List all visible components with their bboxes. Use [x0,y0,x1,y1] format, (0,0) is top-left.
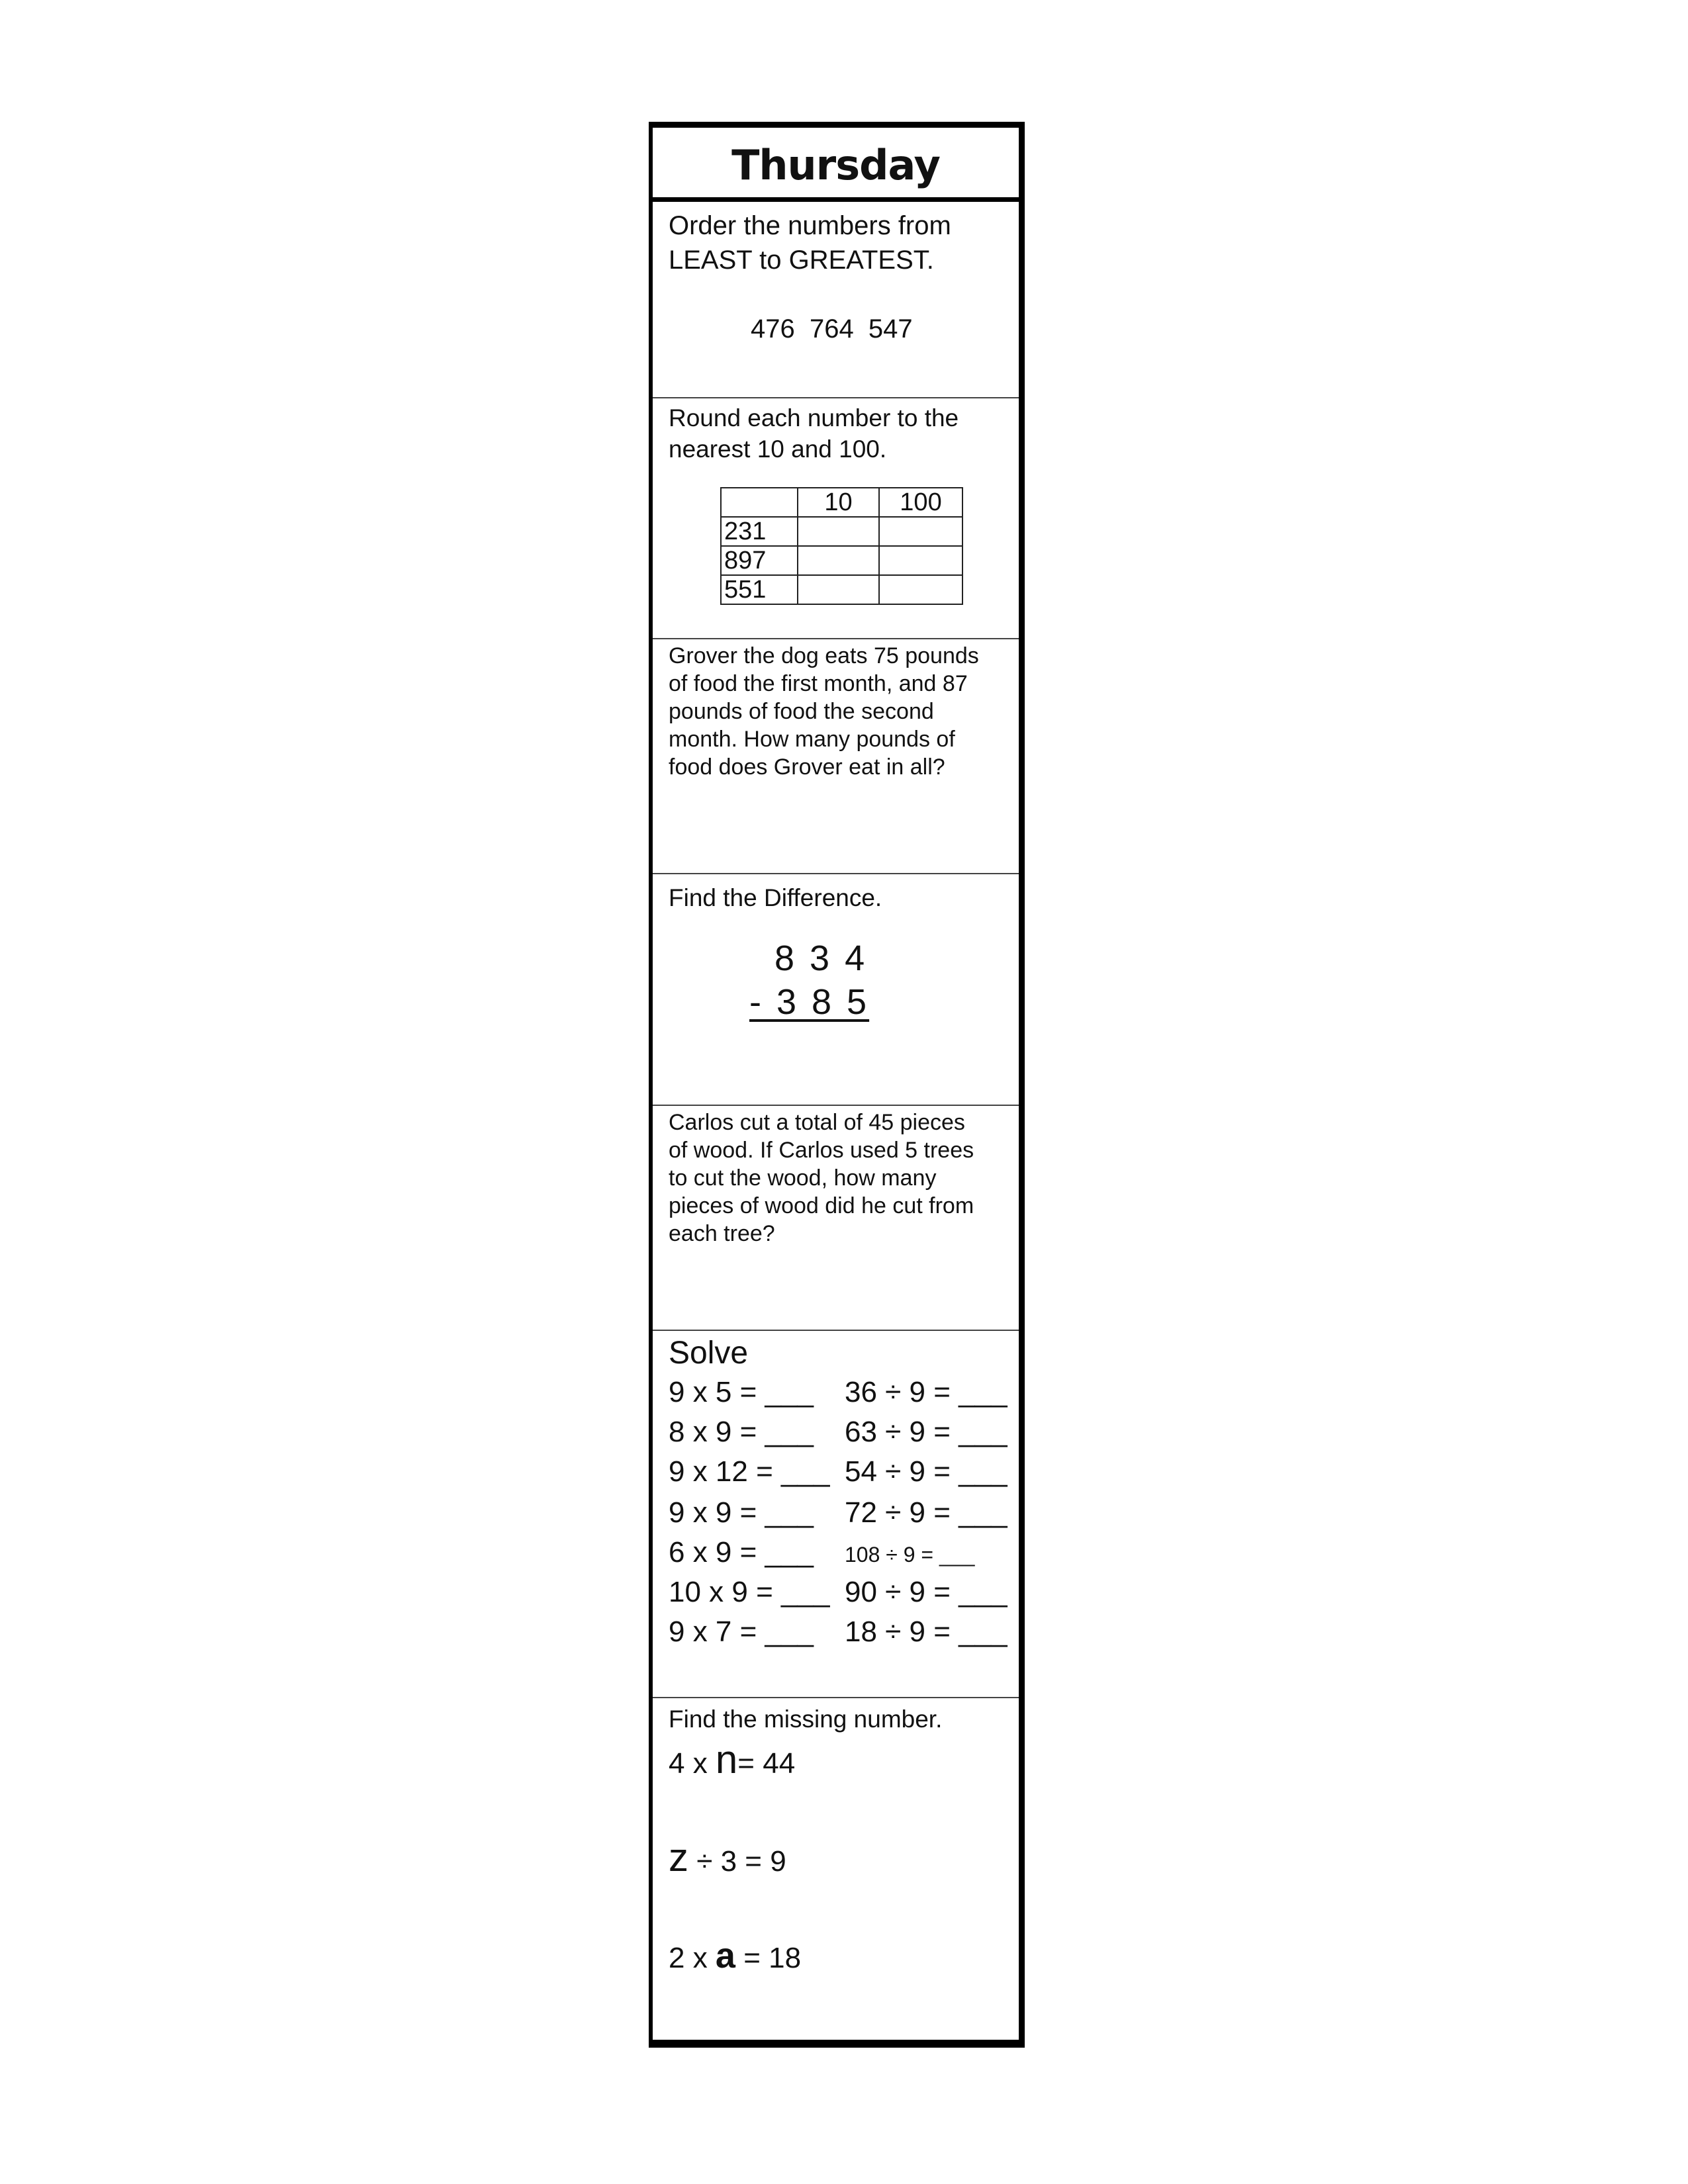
division-fact: 63 ÷ 9 = ___ [845,1416,1008,1448]
order-numbers-section [653,202,1019,398]
solve-heading: Solve [669,1336,749,1371]
order-prompt-line1: Order the numbers from [669,211,951,240]
word-problem-carlos [653,1106,1019,1331]
grover-line: Grover the dog eats 75 pounds [669,643,979,668]
table-row [721,517,962,546]
solve-section [653,1331,1019,1698]
table-row [721,546,962,575]
minuend: 8 3 4 [774,938,868,978]
equation-text: 4 x [669,1747,716,1780]
answer-cell[interactable] [798,546,879,575]
equation-text: 2 x [669,1942,716,1974]
multiplication-fact: 9 x 9 = ___ [669,1496,814,1529]
order-prompt-line2: LEAST to GREATEST. [669,246,934,275]
answer-cell[interactable] [879,546,962,575]
equation-text: ÷ 3 = 9 [688,1845,786,1878]
subtrahend: - 3 8 5 [749,982,870,1022]
grover-line: food does Grover eat in all? [669,754,945,780]
table-row-label: 551 [721,575,798,604]
multiplication-fact: 6 x 9 = ___ [669,1536,814,1569]
grover-line: pounds of food the second [669,699,934,724]
missing-number-section [653,1698,1019,2040]
table-row-label: 231 [721,517,798,546]
division-fact: 18 ÷ 9 = ___ [845,1615,1008,1648]
table-row [721,575,962,604]
division-fact: 108 ÷ 9 = ___ [845,1543,975,1567]
equation-1 [669,1737,795,1782]
round-prompt-line1: Round each number to the [669,404,959,432]
rounding-section [653,398,1019,639]
answer-cell[interactable] [879,575,962,604]
order-numbers: 476 764 547 [751,314,913,343]
answer-cell[interactable] [798,517,879,546]
answer-cell[interactable] [879,517,962,546]
multiplication-fact: 9 x 5 = ___ [669,1376,814,1408]
table-header-cell [721,488,798,517]
table-header-row [721,488,962,517]
rounding-table [720,487,963,605]
grover-line: of food the first month, and 87 [669,671,968,696]
answer-cell[interactable] [798,575,879,604]
table-row-label: 897 [721,546,798,575]
division-fact: 36 ÷ 9 = ___ [845,1376,1008,1408]
carlos-line: Carlos cut a total of 45 pieces [669,1110,965,1135]
difference-section [653,874,1019,1106]
multiplication-fact: 9 x 12 = ___ [669,1455,830,1488]
missing-prompt: Find the missing number. [669,1706,943,1733]
variable-a: a [715,1936,735,1976]
round-prompt-line2: nearest 10 and 100. [669,435,887,463]
multiplication-fact: 10 x 9 = ___ [669,1576,830,1608]
page-title: Thursday [731,141,940,189]
carlos-line: pieces of wood did he cut from [669,1193,974,1218]
multiplication-fact: 8 x 9 = ___ [669,1416,814,1448]
equation-2 [669,1835,786,1880]
carlos-line: each tree? [669,1221,775,1246]
grover-line: month. How many pounds of [669,727,955,752]
equation-text: = 44 [737,1747,796,1780]
division-fact: 90 ÷ 9 = ___ [845,1576,1008,1608]
difference-prompt: Find the Difference. [669,884,882,911]
variable-z: z [669,1835,688,1880]
title-section [653,128,1019,202]
division-fact: 54 ÷ 9 = ___ [845,1455,1008,1488]
multiplication-fact: 9 x 7 = ___ [669,1615,814,1648]
equation-3 [669,1935,801,1976]
word-problem-grover [653,639,1019,874]
carlos-line: of wood. If Carlos used 5 trees [669,1138,974,1163]
table-header-cell: 100 [879,488,962,517]
division-fact: 72 ÷ 9 = ___ [845,1496,1008,1529]
equation-text: = 18 [735,1942,802,1974]
table-header-cell: 10 [798,488,879,517]
worksheet-strip [649,122,1025,2048]
carlos-line: to cut the wood, how many [669,1165,937,1191]
variable-n: n [715,1737,738,1782]
